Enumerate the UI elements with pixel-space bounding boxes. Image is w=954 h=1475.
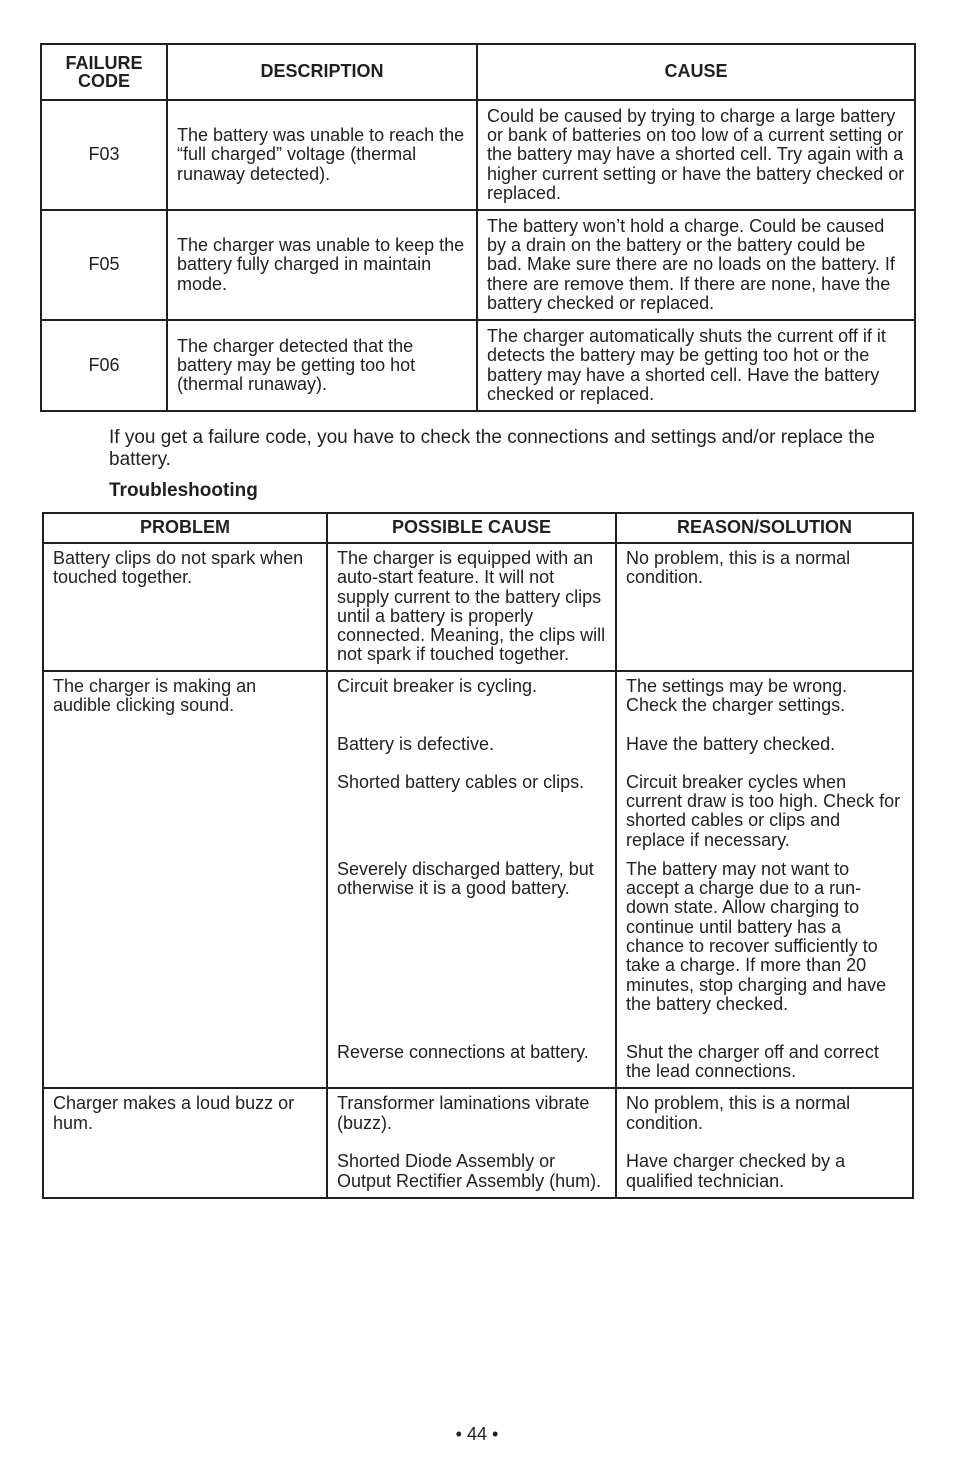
table-row — [41, 210, 915, 320]
table-row — [41, 100, 915, 210]
header-problem: PROBLEM — [43, 513, 327, 543]
failure-cause: The charger automatically shuts the current off if it detects the battery may be getting too hot or the battery may have a shorted cell. Have the battery checked or replaced. — [477, 320, 915, 411]
troubleshooting-table — [42, 512, 914, 1199]
solution-item: Have charger checked by a qualified technician. — [626, 1151, 846, 1191]
problem-cell: Battery clips do not spark when touched together. — [43, 543, 327, 671]
header-failure-code-line1: FAILURE — [65, 53, 143, 73]
failure-description: The charger was unable to keep the battery fully charged in maintain mode. — [167, 210, 477, 320]
solution-cell — [616, 1088, 913, 1198]
cause-item: Shorted Diode Assembly or Output Rectifier Assembly (hum). — [337, 1151, 602, 1191]
table-row — [41, 320, 915, 411]
solution-item: Have the battery checked. — [626, 733, 836, 754]
solution-item: Circuit breaker cycles when current draw is too high. Check for shorted cables or clips and replace if necessary. — [626, 771, 901, 850]
table-row — [43, 671, 913, 1089]
failure-code-table — [40, 43, 916, 412]
failure-cause: The battery won’t hold a charge. Could be caused by a drain on the battery or the battery could be bad. Make sure there are no loads on the battery. If there are remove them. If there are none, have the battery checked or replaced. — [477, 210, 915, 320]
header-description: DESCRIPTION — [167, 44, 477, 100]
failure-code: F06 — [41, 320, 167, 411]
cause-cell — [327, 1088, 616, 1198]
problem-cell: The charger is making an audible clicking sound. — [43, 671, 327, 1089]
failure-code-note: If you get a failure code, you have to check the connections and settings and/or replace the battery. — [109, 427, 875, 470]
header-reason-solution: REASON/SOLUTION — [616, 513, 913, 543]
cause-item: Reverse connections at battery. — [337, 1041, 589, 1062]
solution-cell — [616, 543, 913, 671]
solution-item: Shut the charger off and correct the lead connections. — [626, 1041, 879, 1082]
failure-description: The battery was unable to reach the “full charged” voltage (thermal runaway detected). — [167, 100, 477, 210]
failure-table-header-row — [41, 44, 915, 100]
possible-cause: The charger is equipped with an auto-start feature. It will not supply current to the battery clips until a battery is properly connected. Meaning, the clips will not spark if touched together. — [337, 548, 606, 665]
cause-item: Transformer laminations vibrate (buzz). — [337, 1093, 590, 1133]
cause-item: Shorted battery cables or clips. — [337, 771, 585, 792]
page-number: • 44 • — [455, 1424, 499, 1444]
solution-item: No problem, this is a normal condition. — [626, 1093, 851, 1133]
header-failure-code — [41, 44, 167, 100]
problem-cell: Charger makes a loud buzz or hum. — [43, 1088, 327, 1198]
table-row — [43, 543, 913, 671]
header-possible-cause: POSSIBLE CAUSE — [327, 513, 616, 543]
troubleshooting-header-row — [43, 513, 913, 543]
header-failure-code-line2: CODE — [77, 71, 130, 91]
solution-item: The settings may be wrong. Check the charger settings. — [626, 675, 848, 716]
header-cause: CAUSE — [477, 44, 915, 100]
failure-cause: Could be caused by trying to charge a large battery or bank of batteries on too low of a current setting or the battery may have a shorted cell. Try again with a higher current setting or have the battery checked or replaced. — [477, 100, 915, 210]
table-row — [43, 1088, 913, 1198]
cause-item: Severely discharged battery, but otherwise it is a good battery. — [337, 858, 594, 899]
solution-cell — [616, 671, 913, 1089]
cause-item: Circuit breaker is cycling. — [337, 675, 538, 696]
failure-code: F03 — [41, 100, 167, 210]
cause-cell — [327, 543, 616, 671]
cause-item: Battery is defective. — [337, 733, 495, 754]
failure-description: The charger detected that the battery may be getting too hot (thermal runaway). — [167, 320, 477, 411]
solution-item: The battery may not want to accept a charge due to a run-down state. Allow charging to continue until battery has a chance to recover sufficiently to take a charge. If more than 20 minutes, stop charging and have the battery checked. — [626, 858, 887, 1014]
cause-cell — [327, 671, 616, 1089]
failure-code: F05 — [41, 210, 167, 320]
reason-solution: No problem, this is a normal condition. — [626, 548, 851, 588]
troubleshooting-heading: Troubleshooting — [109, 480, 258, 501]
